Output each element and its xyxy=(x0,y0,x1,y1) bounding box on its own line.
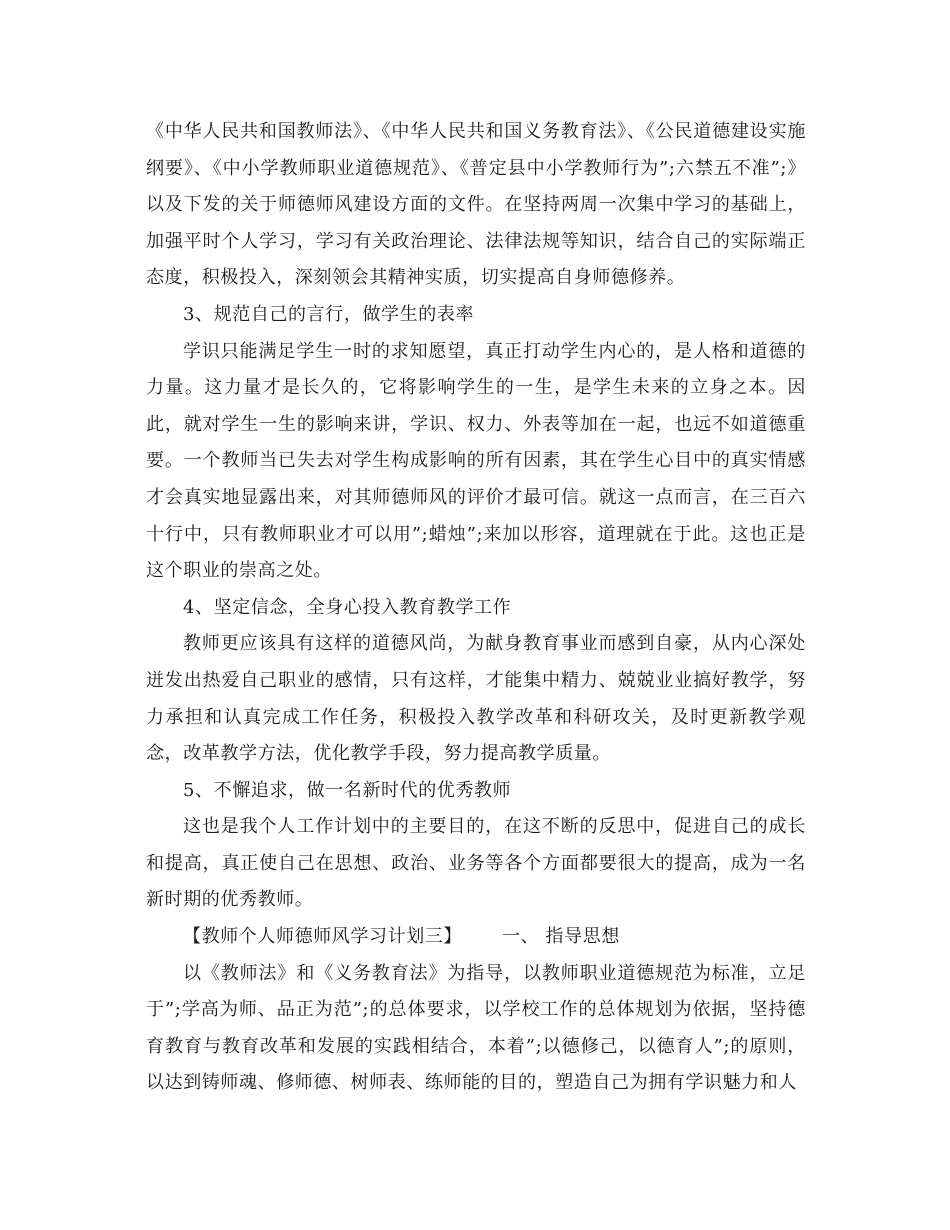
paragraph-study-documents: 《中华人民共和国教师法》、《中华人民共和国义务教育法》、《公民道德建设实施纲要》、《中小学教师职业道德规范》、《普定县中小学教师行为”;六禁五不准”;》以及下发的关于师德师风建设方面的文件。在坚持两周一次集中学习的基础上，加强平时个人学习，学习有关政治理论、法律法规等知识，结合自己的实际端正态度，积极投入，深刻领会其精神实质，切实提高自身师德修养。 xyxy=(146,121,806,289)
heading-item-3: 3、规范自己的言行，做学生的表率 xyxy=(183,303,475,325)
paragraph-dedication: 教师更应该具有这样的道德风尚，为献身教育事业而感到自豪，从内心深处迸发出热爱自己职业的感情，只有这样，才能集中精力、兢兢业业搞好教学，努力承担和认真完成工作任务，积极投入教学改革和科研攻关，及时更新教学观念，改革教学方法，优化教学手段，努力提高教学质量。 xyxy=(146,633,806,765)
paragraph-guiding-thought: 以《教师法》和《义务教育法》为指导，以教师职业道德规范为标准，立足于”;学高为师、品正为范”;的总体要求，以学校工作的总体规划为依据，坚持德育教育与教育改革和发展的实践相结合，本着”;以德修己，以德育人”;的原则，以达到铸师魂、修师德、树师表、练师能的目的，塑造自己为拥有学识魅力和人 xyxy=(146,962,806,1094)
document-body xyxy=(146,114,806,1102)
section-heading-line xyxy=(146,919,806,956)
heading-item-5: 5、不懈追求，做一名新时代的优秀教师 xyxy=(183,779,512,801)
section-subtitle: 一、 指导思想 xyxy=(502,926,620,948)
section-title: 【教师个人师德师风学习计划三】 xyxy=(183,926,462,948)
paragraph-excellence: 这也是我个人工作计划中的主要目的，在这不断的反思中，促进自己的成长和提高，真正使自己在思想、政治、业务等各个方面都要很大的提高，成为一名新时期的优秀教师。 xyxy=(146,816,806,911)
heading-item-4: 4、坚定信念，全身心投入教育教学工作 xyxy=(183,596,512,618)
paragraph-role-model: 学识只能满足学生一时的求知愿望，真正打动学生内心的，是人格和道德的力量。这力量才是长久的，它将影响学生的一生，是学生未来的立身之本。因此，就对学生一生的影响来讲，学识、权力、外表等加在一起，也远不如道德重要。一个教师当已失去对学生构成影响的所有因素，其在学生心目中的真实情感才会真实地显露出来，对其师德师风的评价才最可信。就这一点而言，在三百六十行中，只有教师职业才可以用”;蜡烛”;来加以形容，道理就在于此。这也正是这个职业的崇高之处。 xyxy=(146,340,806,582)
